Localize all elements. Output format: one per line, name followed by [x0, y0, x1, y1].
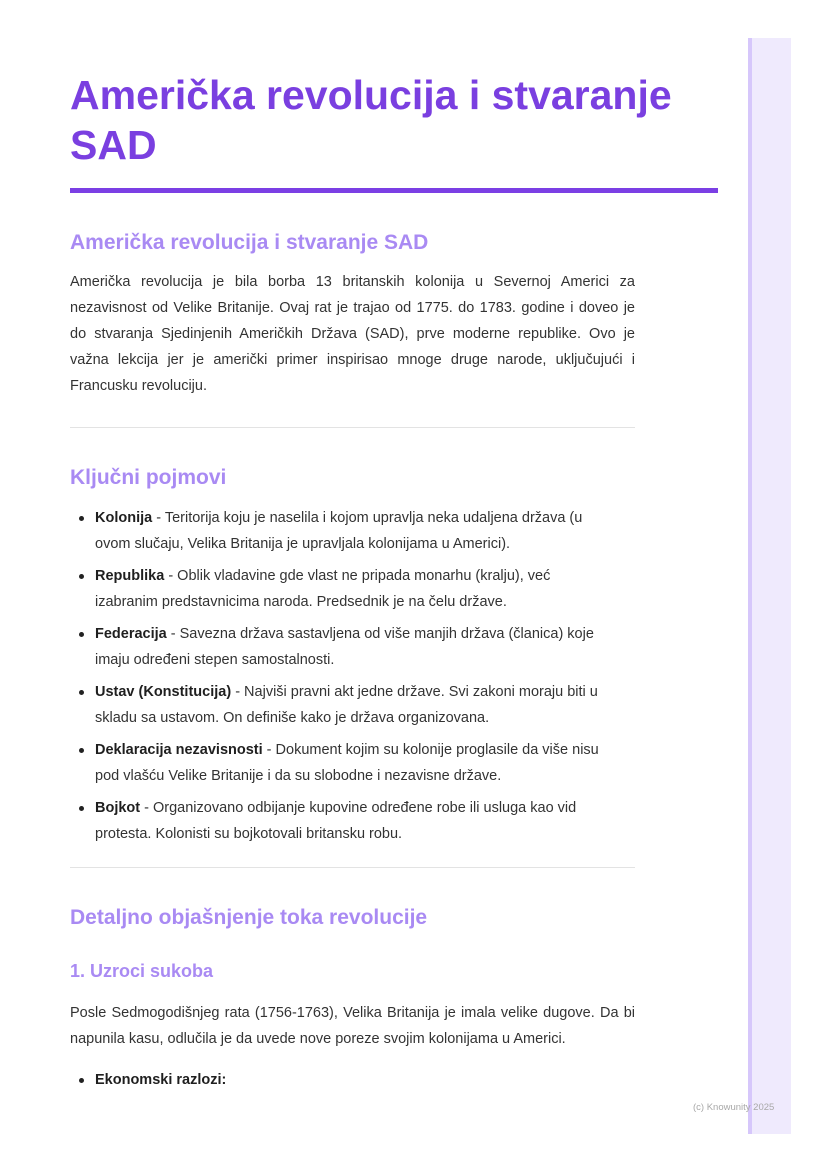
intro-paragraph: Američka revolucija je bila borba 13 britanskih kolonija u Severnoj Americi za nezavisnost od Velike Britanije. Ovaj rat je trajao od 1775. do 1783. godine i doveo je do stvaranja Sjedinjenih Američkih Država (SAD), prve moderne republike. Ovo je važna lekcija jer je američki primer inspirisao mnoge druge narode, uključujući i Francusku revoluciju.	[70, 274, 635, 394]
details-heading: Detaljno objašnjenje toka revolucije	[70, 906, 428, 929]
list-item	[95, 1068, 635, 1094]
list-item	[95, 564, 635, 615]
intro-heading: Američka revolucija i stvaranje SAD	[70, 231, 429, 254]
document-body	[70, 70, 672, 1101]
causes-subheading: 1. Uzroci sukoba	[70, 961, 214, 981]
term-definition: - Dokument kojim su kolonije proglasile da više nisu pod vlašću Velike Britanije i da su slobodne i nezavisne države.	[95, 742, 599, 784]
term-name: Republika	[95, 568, 165, 584]
list-item	[95, 738, 635, 789]
bullet-label: Ekonomski razlozi:	[95, 1072, 227, 1088]
side-accent-band	[748, 38, 791, 1134]
key-terms-heading: Ključni pojmovi	[70, 466, 227, 489]
term-name: Deklaracija nezavisnosti	[95, 742, 263, 758]
section-divider	[70, 427, 635, 428]
term-definition: - Organizovano odbijanje kupovine određene robe ili usluga kao vid protesta. Kolonisti su bojkotovali britansku robu.	[95, 800, 577, 842]
section-divider	[70, 867, 635, 868]
term-definition: - Najviši pravni akt jedne države. Svi zakoni moraju biti u skladu sa ustavom. On definiše kako je država organizovana.	[95, 684, 598, 726]
key-terms-list	[70, 506, 635, 847]
term-definition: - Oblik vladavine gde vlast ne pripada monarhu (kralju), već izabranim predstavnicima naroda. Predsednik je na čelu države.	[95, 568, 551, 610]
term-name: Kolonija	[95, 510, 153, 526]
term-definition: - Savezna država sastavljena od više manjih država (članica) koje imaju određeni stepen samostalnosti.	[95, 626, 594, 668]
list-item	[95, 506, 635, 557]
list-item	[95, 796, 635, 847]
page-title: Američka revolucija i stvaranje SAD	[70, 70, 718, 193]
term-name: Bojkot	[95, 800, 141, 816]
list-item	[95, 680, 635, 731]
term-name: Ustav (Konstitucija)	[95, 684, 232, 700]
causes-list	[70, 1068, 635, 1094]
term-name: Federacija	[95, 626, 167, 642]
list-item	[95, 622, 635, 673]
term-definition: - Teritorija koju je naselila i kojom upravlja neka udaljena država (u ovom slučaju, Velika Britanija je upravljala kolonijama u Americi).	[95, 510, 583, 552]
copyright-footer: (c) Knowunity 2025	[693, 1102, 775, 1113]
causes-paragraph: Posle Sedmogodišnjeg rata (1756-1763), Velika Britanija je imala velike dugove. Da bi napunila kasu, odlučila je da uvede nove poreze svojim kolonijama u Americi.	[70, 1005, 635, 1047]
